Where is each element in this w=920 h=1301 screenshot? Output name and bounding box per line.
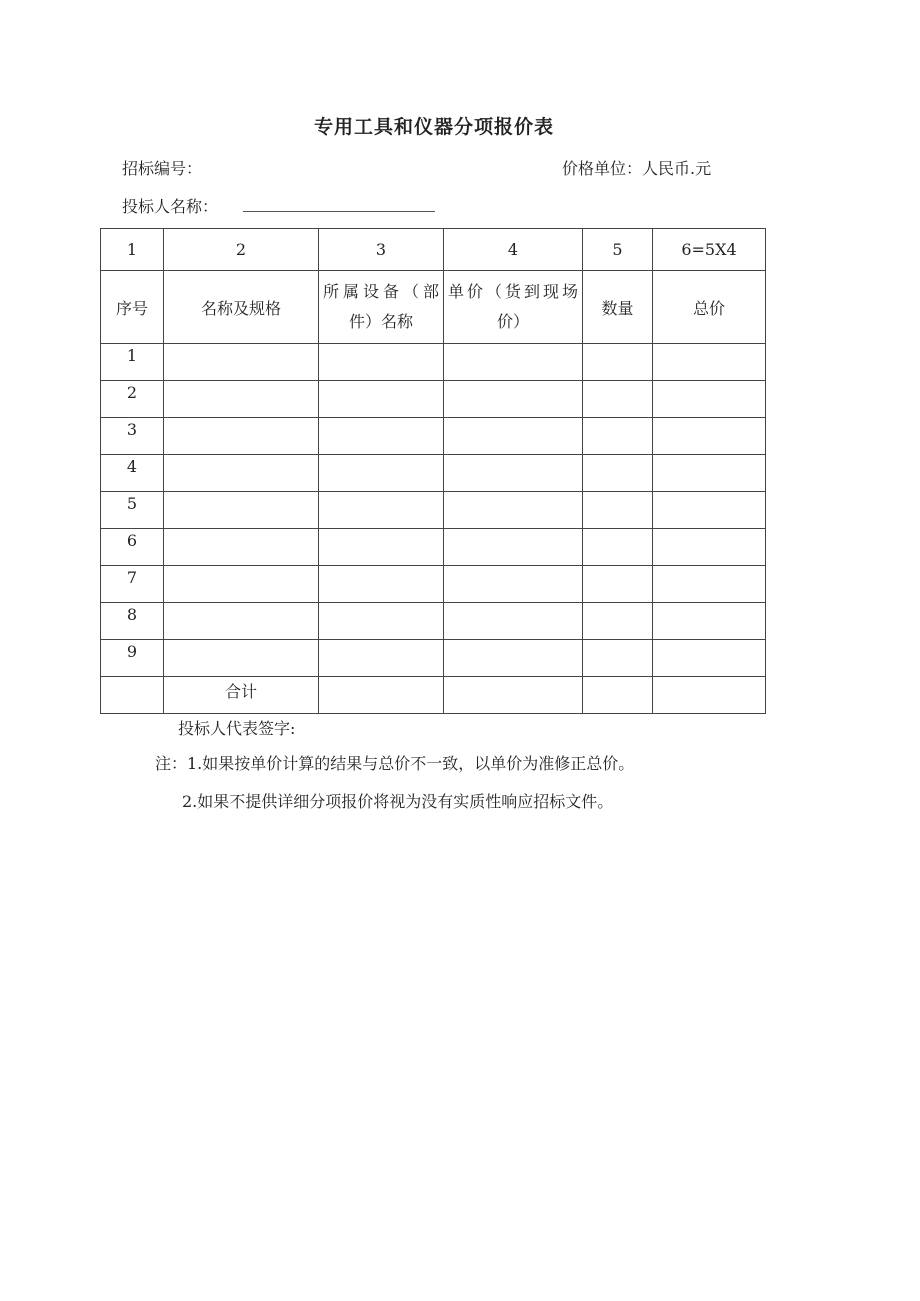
cell-unit-price[interactable] — [444, 529, 583, 566]
row-number: 1 — [101, 344, 164, 381]
bidder-name-label: 投标人名称： — [122, 197, 219, 216]
page-title: 专用工具和仪器分项报价表 — [313, 116, 554, 138]
cell-unit-price[interactable] — [444, 492, 583, 529]
note-2: 2.如果不提供详细分项报价将视为没有实质性响应招标文件。 — [182, 792, 614, 811]
cell-quantity[interactable] — [583, 344, 653, 381]
cell-name-spec[interactable] — [164, 418, 319, 455]
table-row — [101, 455, 766, 492]
table-row — [101, 492, 766, 529]
header-unit-price-text: 单价（货到现场价） — [448, 282, 578, 331]
column-header-row — [101, 271, 766, 344]
table-row — [101, 603, 766, 640]
header-total-price: 总价 — [653, 271, 766, 344]
note-1: 注：1.如果按单价计算的结果与总价不一致，以单价为准修正总价。 — [155, 754, 635, 773]
header-equipment — [319, 271, 444, 344]
bid-number-label: 招标编号： — [122, 159, 203, 178]
row-number: 2 — [101, 381, 164, 418]
cell-equipment[interactable] — [319, 603, 444, 640]
total-label: 合计 — [164, 677, 319, 714]
row-number: 7 — [101, 566, 164, 603]
table-row — [101, 418, 766, 455]
cell-quantity[interactable] — [583, 455, 653, 492]
cell-equipment[interactable] — [319, 381, 444, 418]
total-cell-total-price[interactable] — [653, 677, 766, 714]
table-row — [101, 566, 766, 603]
cell-name-spec[interactable] — [164, 492, 319, 529]
row-number: 6 — [101, 529, 164, 566]
cell-total-price[interactable] — [653, 455, 766, 492]
cell-name-spec[interactable] — [164, 603, 319, 640]
cell-quantity[interactable] — [583, 529, 653, 566]
cell-name-spec[interactable] — [164, 566, 319, 603]
total-row — [101, 677, 766, 714]
bidder-name-input-line[interactable] — [243, 211, 435, 212]
cell-quantity[interactable] — [583, 603, 653, 640]
cell-total-price[interactable] — [653, 529, 766, 566]
cell-quantity[interactable] — [583, 418, 653, 455]
cell-total-price[interactable] — [653, 492, 766, 529]
cell-unit-price[interactable] — [444, 344, 583, 381]
cell-total-price[interactable] — [653, 418, 766, 455]
header-name-spec: 名称及规格 — [164, 271, 319, 344]
col-number-6: 6=5X4 — [653, 229, 766, 271]
cell-total-price[interactable] — [653, 603, 766, 640]
total-cell-quantity[interactable] — [583, 677, 653, 714]
quotation-table — [100, 228, 766, 714]
cell-quantity[interactable] — [583, 381, 653, 418]
header-equipment-text: 所属设备（部件）名称 — [323, 282, 439, 331]
header-quantity: 数量 — [583, 271, 653, 344]
row-number: 4 — [101, 455, 164, 492]
cell-name-spec[interactable] — [164, 344, 319, 381]
cell-quantity[interactable] — [583, 566, 653, 603]
row-number: 5 — [101, 492, 164, 529]
table-row — [101, 529, 766, 566]
cell-total-price[interactable] — [653, 344, 766, 381]
cell-equipment[interactable] — [319, 344, 444, 381]
cell-equipment[interactable] — [319, 492, 444, 529]
col-number-2: 2 — [164, 229, 319, 271]
row-number: 3 — [101, 418, 164, 455]
cell-unit-price[interactable] — [444, 640, 583, 677]
table-row — [101, 640, 766, 677]
col-number-4: 4 — [444, 229, 583, 271]
column-number-row — [101, 229, 766, 271]
row-number: 9 — [101, 640, 164, 677]
header-serial: 序号 — [101, 271, 164, 344]
total-empty-cell — [101, 677, 164, 714]
cell-name-spec[interactable] — [164, 529, 319, 566]
cell-name-spec[interactable] — [164, 640, 319, 677]
cell-unit-price[interactable] — [444, 603, 583, 640]
table-row — [101, 381, 766, 418]
cell-unit-price[interactable] — [444, 455, 583, 492]
cell-equipment[interactable] — [319, 566, 444, 603]
cell-equipment[interactable] — [319, 529, 444, 566]
col-number-1: 1 — [101, 229, 164, 271]
cell-name-spec[interactable] — [164, 455, 319, 492]
row-number: 8 — [101, 603, 164, 640]
cell-unit-price[interactable] — [444, 381, 583, 418]
cell-total-price[interactable] — [653, 381, 766, 418]
table-row — [101, 344, 766, 381]
cell-equipment[interactable] — [319, 418, 444, 455]
header-unit-price — [444, 271, 583, 344]
price-unit-label: 价格单位：人民币.元 — [562, 159, 712, 178]
cell-name-spec[interactable] — [164, 381, 319, 418]
total-cell-unit-price[interactable] — [444, 677, 583, 714]
cell-quantity[interactable] — [583, 492, 653, 529]
col-number-5: 5 — [583, 229, 653, 271]
col-number-3: 3 — [319, 229, 444, 271]
cell-equipment[interactable] — [319, 640, 444, 677]
signature-label: 投标人代表签字: — [178, 719, 296, 738]
total-cell-equipment[interactable] — [319, 677, 444, 714]
cell-quantity[interactable] — [583, 640, 653, 677]
cell-total-price[interactable] — [653, 640, 766, 677]
cell-equipment[interactable] — [319, 455, 444, 492]
cell-unit-price[interactable] — [444, 566, 583, 603]
cell-total-price[interactable] — [653, 566, 766, 603]
cell-unit-price[interactable] — [444, 418, 583, 455]
